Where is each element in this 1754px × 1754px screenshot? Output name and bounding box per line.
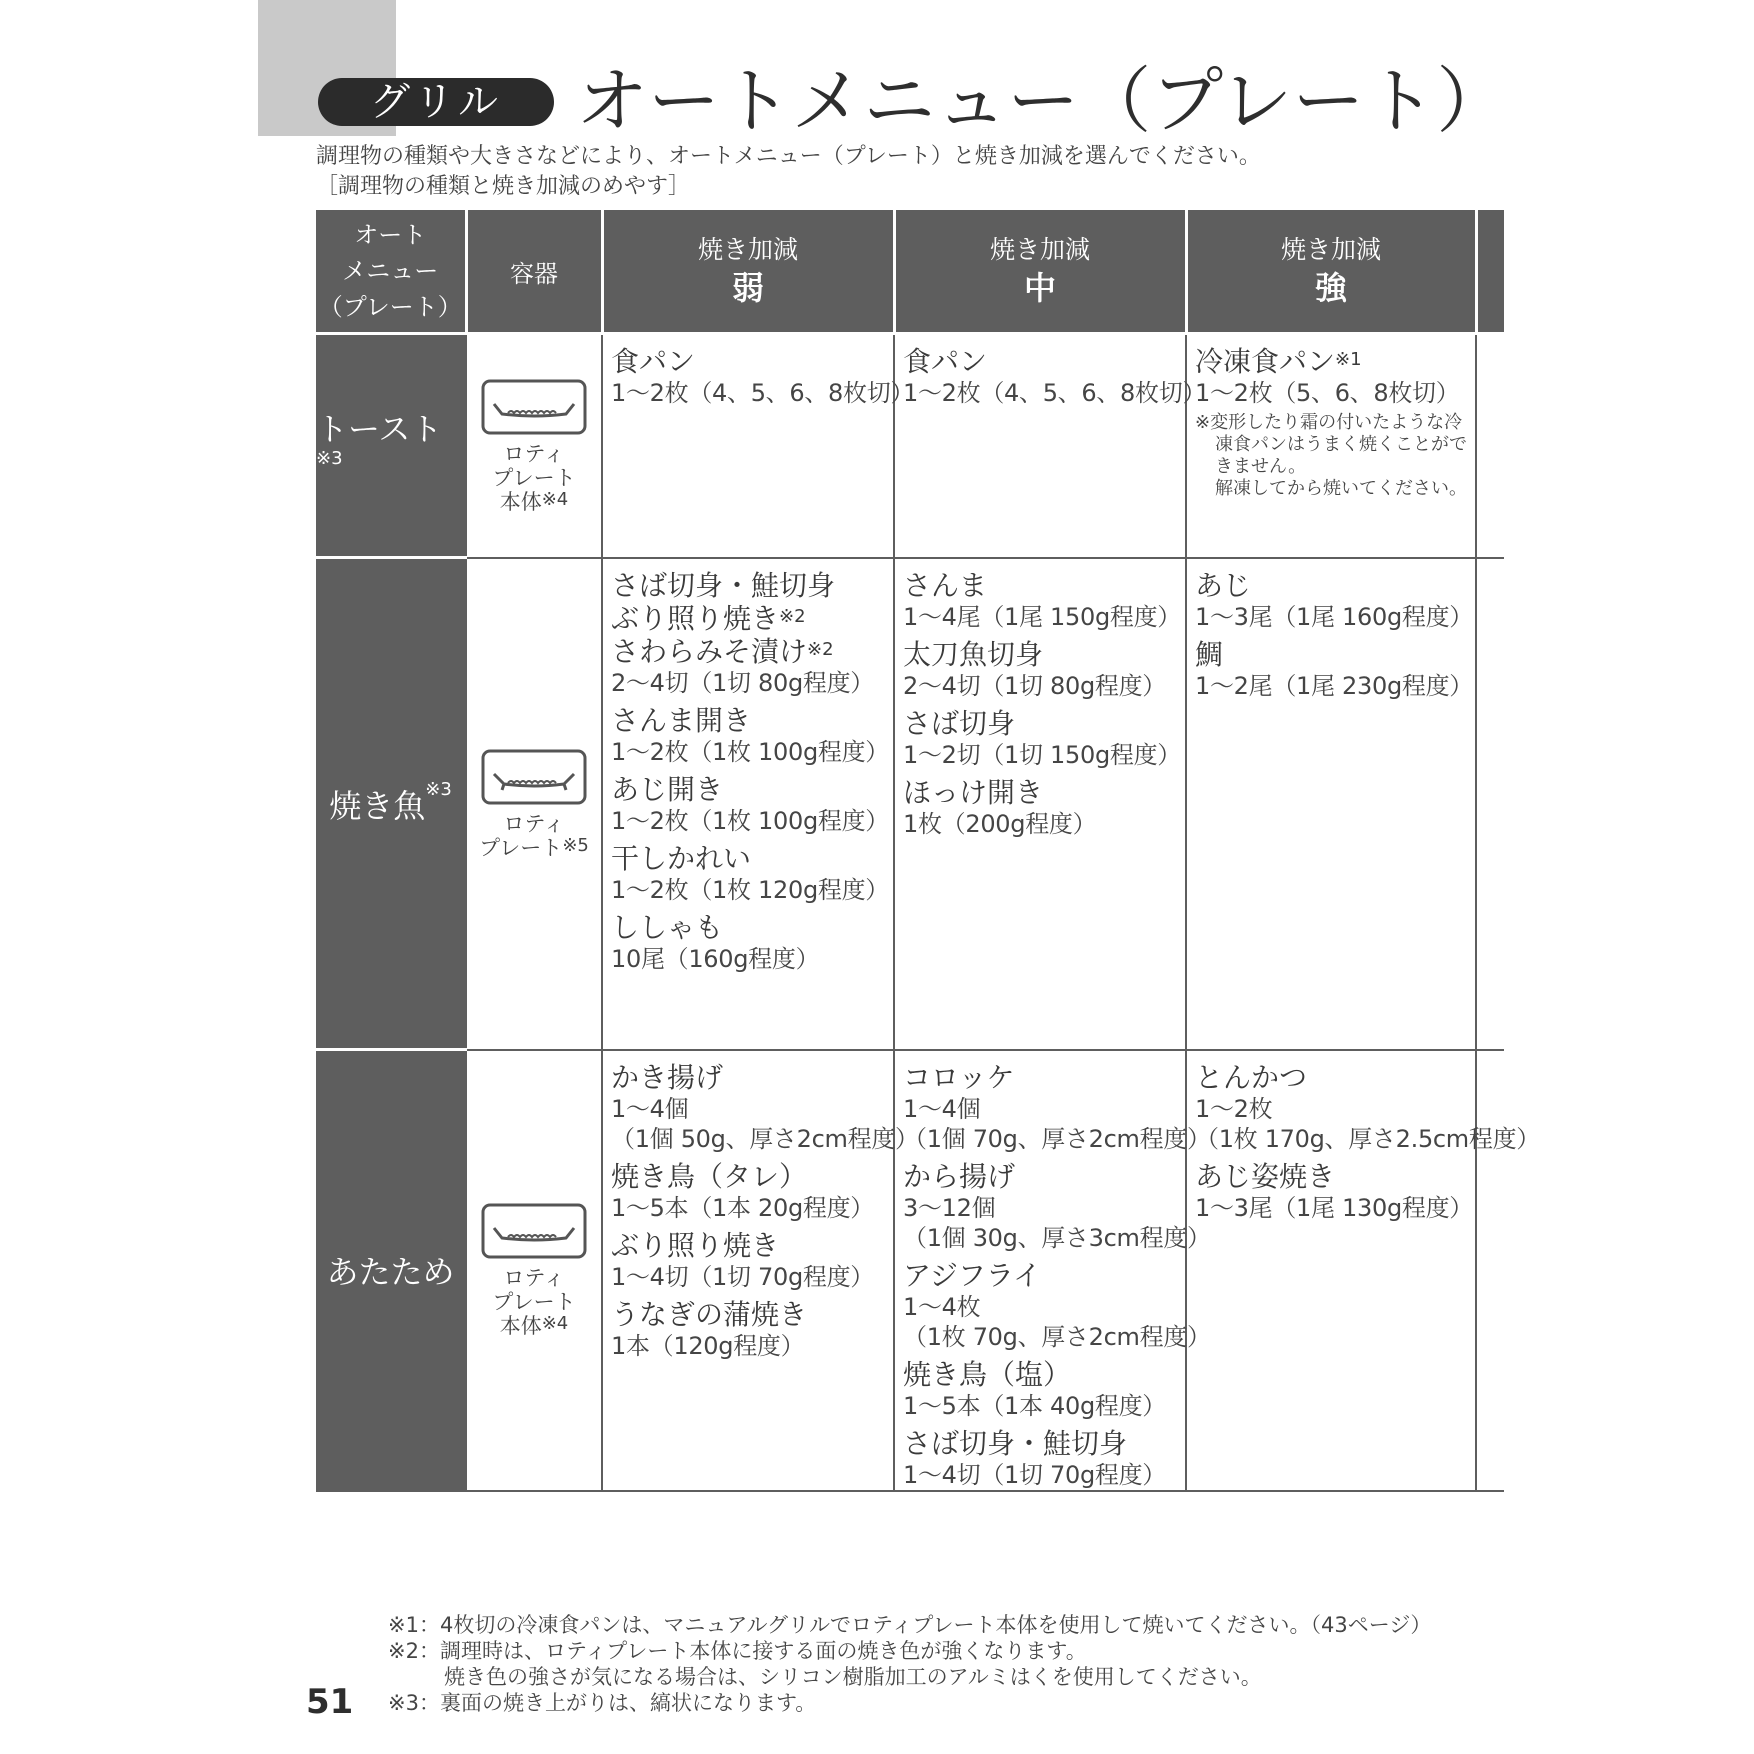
guide-caption: ［調理物の種類と焼き加減のめやす］ (316, 174, 691, 199)
item-quantity: 1〜2枚（4、5、6、8枚切） (611, 379, 915, 407)
item-name (903, 569, 1179, 602)
item-name-text: から揚げ (903, 1159, 1016, 1193)
item-name (611, 569, 887, 602)
item-name-text: さば切身 (903, 706, 1016, 740)
cell-medium (894, 1050, 1211, 1491)
menu-item (611, 602, 887, 635)
item-name (611, 1061, 887, 1094)
item-name-text: さわらみそ漬け (611, 634, 808, 668)
category-cell (316, 1050, 466, 1491)
auto-menu-table (316, 210, 1540, 1492)
item-quantity: 1〜3尾（1尾 130g程度） (1195, 1193, 1473, 1222)
item-name (903, 707, 1179, 740)
category-name: トースト (316, 409, 443, 448)
item-name-text: 焼き鳥（塩） (903, 1357, 1072, 1391)
item-name (903, 345, 1179, 378)
item-quantity: 1〜2枚（1枚 100g程度） (611, 737, 889, 766)
category-note-mark: ※3 (316, 447, 343, 469)
item-quantity: 1〜4尾（1尾 150g程度） (903, 602, 1181, 631)
header-auto-menu: オート メニュー （プレート） (316, 210, 466, 334)
container-note-mark: ※4 (541, 1313, 569, 1334)
menu-item (611, 569, 887, 602)
item-name (611, 345, 887, 378)
menu-item (1195, 345, 1469, 408)
item-quantity: 1〜5本（1本 40g程度） (903, 1391, 1167, 1420)
header-level-strong: 焼き加減 強 (1186, 210, 1476, 334)
container-cell (466, 334, 602, 558)
category-note-mark: ※3 (425, 778, 452, 800)
item-name (611, 773, 887, 806)
menu-item (611, 635, 887, 698)
table-row (316, 558, 1504, 1050)
intro-text: 調理物の種類や大きさなどにより、オートメニュー（プレート）と焼き加減を選んでください。 (316, 144, 1261, 169)
item-name-text: コロッケ (903, 1060, 1015, 1094)
container-note-mark: ※5 (562, 834, 589, 856)
menu-item (903, 345, 1207, 408)
container-label (467, 836, 601, 860)
item-name (903, 1358, 1179, 1391)
menu-item (903, 1358, 1179, 1421)
container-cell (466, 558, 602, 1050)
item-name (903, 1427, 1179, 1460)
item-quantity: 1〜2枚（4、5、6、8枚切） (903, 379, 1207, 407)
item-quantity: 1〜4個 (611, 1094, 689, 1123)
item-quantity: （1枚 170g、厚さ2.5cm程度） (1195, 1124, 1540, 1153)
item-name (903, 776, 1179, 809)
item-name-text: アジフライ (903, 1258, 1042, 1292)
item-name (611, 704, 887, 737)
item-name-text: さんま開き (611, 703, 752, 737)
item-name-text: ほっけ開き (903, 775, 1044, 809)
item-quantity: 1〜2枚（5、6、8枚切） (1195, 379, 1460, 407)
container-label (467, 466, 601, 490)
container-label (467, 442, 601, 466)
menu-item (611, 345, 915, 408)
item-name (1195, 1160, 1469, 1193)
item-name (611, 1160, 887, 1193)
item-name (903, 1061, 1179, 1094)
item-name-text: 鯛 (1195, 637, 1224, 671)
menu-item (1195, 1060, 1540, 1154)
item-quantity: （1個 70g、厚さ2cm程度） (903, 1124, 1211, 1153)
item-name-text: 焼き鳥（タレ） (611, 1159, 808, 1193)
roti-plate-body-icon (480, 1202, 588, 1260)
item-name-text: 食パン (903, 345, 988, 378)
cell-strong (1186, 334, 1476, 558)
item-name (1195, 638, 1469, 671)
menu-item (1195, 637, 1473, 701)
menu-item (903, 707, 1179, 770)
item-name-text: あじ姿焼き (1195, 1159, 1336, 1193)
cell-strong (1186, 1050, 1540, 1491)
item-quantity: 1〜4切（1切 70g程度） (903, 1460, 1167, 1489)
roti-plate-body-icon (480, 378, 588, 436)
item-quantity: 2〜4切（1切 80g程度） (903, 671, 1167, 700)
footnote-2: ※2：調理時は、ロティプレート本体に接する面の焼き色が強くなります。 (388, 1639, 1087, 1663)
container-note-mark: ※4 (541, 488, 569, 510)
item-quantity: 1枚（200g程度） (903, 809, 1097, 838)
container-label-text: ロティ (503, 441, 565, 466)
page-number: 51 (306, 1682, 354, 1722)
menu-item (611, 842, 887, 905)
header-blank (1476, 210, 1504, 334)
item-name (611, 635, 887, 668)
menu-item (1195, 568, 1473, 632)
item-name-text: ぶり照り焼き (611, 1228, 780, 1262)
container-label (467, 1266, 601, 1290)
item-quantity: 1〜3尾（1尾 160g程度） (1195, 602, 1473, 631)
menu-item (611, 911, 887, 974)
section-tag: グリル (318, 78, 554, 126)
item-name-text: かき揚げ (611, 1060, 724, 1094)
page-title: オートメニュー（プレート） (576, 59, 1509, 143)
item-quantity: 1〜4枚 (903, 1292, 981, 1321)
blank-cell (1476, 558, 1504, 1050)
menu-item (903, 1427, 1179, 1490)
item-name (1195, 569, 1469, 602)
note-line: きません。 (1215, 456, 1307, 477)
item-name (611, 602, 887, 635)
item-quantity: 1〜2尾（1尾 230g程度） (1195, 671, 1473, 700)
item-quantity: 3〜12個 (903, 1193, 996, 1222)
menu-item (611, 1060, 919, 1154)
menu-item (903, 638, 1179, 701)
menu-item (903, 1159, 1211, 1253)
item-name-text: ししゃも (611, 910, 724, 944)
table-row (316, 334, 1504, 558)
footnote-1: ※1：4枚切の冷凍食パンは、マニュアルグリルでロティプレート本体を使用して焼いてください。（43ページ） (388, 1613, 1432, 1637)
item-name (903, 638, 1179, 671)
header-container: 容器 (466, 210, 602, 334)
container-label (467, 812, 601, 836)
cell-weak (602, 1050, 919, 1491)
cell-weak (602, 334, 915, 558)
item-name-text: 干しかれい (611, 841, 752, 875)
cell-medium (894, 558, 1186, 1050)
item-name (903, 1160, 1179, 1193)
footnotes (388, 1612, 1431, 1716)
container-label-text: プレート (492, 1290, 576, 1314)
menu-item (903, 1258, 1211, 1352)
menu-item (611, 1298, 887, 1361)
container-label-text: 本体 (499, 489, 542, 514)
strong-note (1195, 412, 1469, 500)
category-name: あたため (326, 1253, 455, 1292)
item-quantity: 1〜5本（1本 20g程度） (611, 1193, 875, 1222)
blank-cell (1476, 334, 1504, 558)
item-note-mark: ※1 (1335, 349, 1362, 370)
item-name-text: とんかつ (1195, 1060, 1308, 1094)
item-name-text: 冷凍食パン (1195, 345, 1336, 378)
item-name-text: ぶり照り焼き (611, 601, 780, 635)
menu-item (903, 1060, 1211, 1154)
container-label (467, 490, 601, 514)
item-quantity: 1〜4切（1切 70g程度） (611, 1262, 875, 1291)
item-name-text: さんま (903, 568, 988, 602)
item-note-mark: ※2 (779, 605, 806, 627)
blank-cell (1476, 1050, 1504, 1491)
item-name (1195, 1061, 1469, 1094)
item-name-text: 太刀魚切身 (903, 637, 1044, 671)
item-name (611, 1298, 887, 1331)
menu-item (611, 704, 887, 767)
item-name (611, 842, 887, 875)
menu-item (611, 773, 887, 836)
item-name (611, 1229, 887, 1262)
menu-item (903, 776, 1179, 839)
footnote-3: ※3：裏面の焼き上がりは、縞状になります。 (388, 1691, 817, 1715)
item-quantity: 10尾（160g程度） (611, 944, 820, 973)
container-label-text: ロティ (503, 1266, 565, 1290)
header-level-medium: 焼き加減 中 (894, 210, 1186, 334)
footnote-2-continued: 焼き色の強さが気になる場合は、シリコン樹脂加工のアルミはくを使用してください。 (444, 1665, 1262, 1689)
item-name (903, 1259, 1179, 1292)
menu-item (903, 569, 1179, 632)
note-line: 解凍してから焼いてください。 (1215, 478, 1467, 499)
item-quantity: 1〜4個 (903, 1094, 981, 1123)
container-label-text: プレート (479, 835, 563, 860)
container-label-text: 本体 (499, 1314, 542, 1338)
item-name-text: 食パン (611, 345, 696, 378)
item-quantity: 1本（120g程度） (611, 1331, 805, 1360)
cell-strong (1186, 558, 1476, 1050)
item-quantity: 1〜2枚 (1195, 1094, 1273, 1123)
category-cell (316, 334, 466, 558)
cell-weak (602, 558, 894, 1050)
table-row (316, 1050, 1504, 1491)
item-note-mark: ※2 (807, 638, 834, 660)
container-label-text: ロティ (503, 811, 565, 836)
item-quantity: （1個 30g、厚さ3cm程度） (903, 1223, 1211, 1252)
item-quantity: 2〜4切（1切 80g程度） (611, 668, 875, 697)
item-name-text: あじ開き (611, 772, 724, 806)
menu-item (1195, 1159, 1473, 1223)
item-quantity: （1枚 70g、厚さ2cm程度） (903, 1322, 1211, 1351)
cell-medium (894, 334, 1207, 558)
item-name (1195, 345, 1469, 378)
item-name-text: あじ (1195, 568, 1252, 602)
container-label-text: プレート (492, 465, 576, 490)
item-quantity: 1〜2切（1切 150g程度） (903, 740, 1181, 769)
container-label (467, 1314, 601, 1338)
roti-plate-icon (480, 748, 588, 806)
item-quantity: 1〜2枚（1枚 120g程度） (611, 875, 889, 904)
item-name (611, 911, 887, 944)
category-cell (316, 558, 466, 1050)
menu-item (611, 1160, 887, 1223)
note-line: 凍食パンはうまく焼くことがで (1215, 434, 1467, 455)
item-quantity: 1〜2枚（1枚 100g程度） (611, 806, 889, 835)
item-name-text: さば切身・鮭切身 (903, 1426, 1128, 1460)
category-name: 焼き魚 (329, 786, 426, 825)
item-name-text: さば切身・鮭切身 (611, 568, 836, 602)
menu-item (611, 1229, 887, 1292)
container-cell (466, 1050, 602, 1491)
item-quantity: （1個 50g、厚さ2cm程度） (611, 1124, 919, 1153)
header-level-weak: 焼き加減 弱 (602, 210, 894, 334)
item-name-text: うなぎの蒲焼き (611, 1297, 808, 1331)
note-line: ※変形したり霜の付いたような冷 (1195, 412, 1463, 433)
container-label (467, 1290, 601, 1314)
